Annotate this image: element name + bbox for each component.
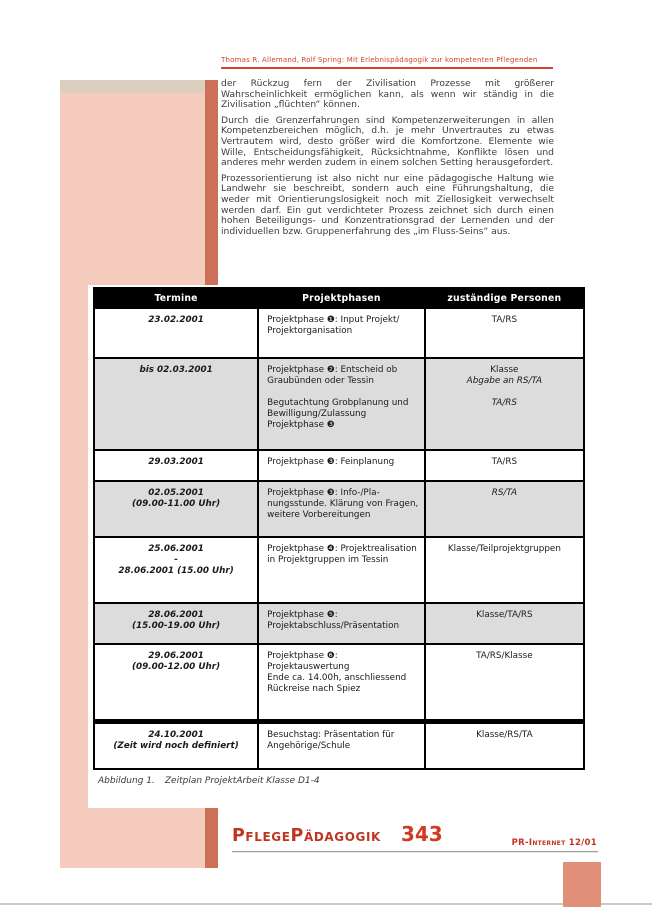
cell-line: Projektabschluss/Präsentation [267, 621, 400, 631]
running-header: Thomas R. Allemand, Rolf Spring: Mit Erlebnispädagogik zur kompetenten Pflegenden [221, 56, 553, 69]
table-cell [258, 537, 425, 603]
cell-line: (09.00-12.00 Uhr) [131, 662, 221, 672]
cell-line: Projektphase ❸: Feinplanung [267, 457, 395, 467]
cell-line: 29.03.2001 [148, 457, 204, 467]
cell-line: bis 02.03.2001 [139, 365, 213, 375]
cell-line: Abgabe an RS/TA [466, 376, 543, 386]
cell-line: Projektphase ❸ [267, 420, 335, 430]
cell-line: Projektphase ❻: [267, 651, 338, 661]
cell-line: 23.02.2001 [148, 315, 204, 325]
table-header-row [94, 288, 584, 308]
table-cell [94, 481, 258, 537]
table-row [94, 481, 584, 537]
page-number: 343 [400, 822, 443, 846]
page-bottom-edge-line [0, 903, 652, 905]
cell-line: - [174, 555, 178, 565]
issue-label: PR-Internet 12/01 [511, 838, 597, 848]
cell-line: in Projektgruppen im Tessin [267, 555, 389, 565]
cell-line: Klasse/Teilprojektgruppen [447, 544, 561, 554]
table-cell [94, 358, 258, 450]
salmon-corner-block [563, 862, 601, 907]
cell-line: 28.06.2001 (15.00 Uhr) [118, 566, 234, 576]
footer-rule [232, 851, 598, 853]
table-cell [258, 358, 425, 450]
table-cell [425, 308, 584, 358]
column-header-personen: zuständige Personen [425, 288, 584, 308]
table-row [94, 308, 584, 358]
table-cell [258, 481, 425, 537]
cell-line: TA/RS [491, 457, 518, 467]
footer-brand [232, 822, 443, 846]
table-cell [425, 644, 584, 721]
cell-line: 29.06.2001 [148, 651, 204, 661]
tan-top-band [60, 80, 205, 93]
cell-line: Graubünden oder Tessin [267, 376, 374, 386]
paragraph: Durch die Grenzerfahrungen sind Kompetenzerweiterungen in allen Kompetenzbereichen möglich, d.h. je mehr Unvertrautes zu etwas Vertrautem wird, desto größer wird die Komfortzone. Elemente wie Wille, Entscheidungsfähigkeit, Rücksichtnahme, Konflikte lösen und anderes mehr werden zudem in einem solchen Setting herausgefordert. [221, 114, 554, 169]
paragraph: Prozessorientierung ist also nicht nur eine pädagogische Haltung wie Landwehr sie beschreibt, sondern auch eine Führungshaltung, die weder mit Orientierungslosigkeit noch mit Ziellosigkeit verwechselt werden darf. Ein gut verdichteter Prozess zeichnet sich durch einen hohen Beteiligungs- und Konzentrationsgrad der Lernenden und der individuellen bzw. Gruppenerfahrung des „im Fluss-Seins“ aus. [221, 172, 554, 237]
caption-label: Abbildung 1. [98, 776, 155, 786]
cell-line: Besuchstag: Präsentation für [267, 729, 395, 740]
cell-line: TA/RS [491, 315, 518, 325]
cell-line: (Zeit wird noch definiert) [113, 740, 239, 751]
cell-line [267, 387, 420, 398]
cell-line: 02.05.2001 [148, 488, 204, 498]
journal-name: PflegePädagogik [232, 826, 381, 846]
cell-line: Projektauswertung [267, 662, 350, 672]
table-cell [94, 537, 258, 603]
table-cell [258, 644, 425, 721]
table-row [94, 537, 584, 603]
cell-line [430, 387, 579, 398]
cell-line: Projektorganisation [267, 326, 353, 336]
table-cell [258, 450, 425, 481]
cell-line: (09.00-11.00 Uhr) [131, 499, 221, 509]
table-cell [425, 603, 584, 644]
cell-line: nungsstunde. Klärung von Fragen, [267, 499, 419, 509]
table-cell [425, 481, 584, 537]
table-row [94, 450, 584, 481]
table-row [94, 721, 584, 769]
table-cell [425, 537, 584, 603]
cell-line: TA/RS/Klasse [476, 651, 533, 661]
cell-line: Projektphase ❺: [267, 610, 338, 620]
figure-caption [98, 776, 588, 786]
cell-line: 28.06.2001 [148, 610, 204, 620]
table-cell [258, 308, 425, 358]
cell-line: Bewilligung/Zulassung [267, 409, 367, 419]
cell-line: Klasse/TA/RS [476, 610, 533, 620]
table-cell [425, 721, 584, 769]
cell-line: TA/RS [491, 398, 517, 408]
cell-line: Projektphase ❷: Entscheid ob [267, 365, 398, 375]
table-cell [258, 603, 425, 644]
cell-line: Ende ca. 14.00h, anschliessend [267, 673, 407, 683]
table-cell [94, 308, 258, 358]
cell-line: Klasse [490, 365, 519, 375]
cell-line: RS/TA [491, 488, 517, 498]
caption-text: Zeitplan ProjektArbeit Klasse D1-4 [164, 776, 320, 786]
paragraph: der Rückzug fern der Zivilisation Prozesse mit größerer Wahrscheinlichkeit ermöglichen kann, als wenn wir ständig in die Zivilisation „flüchten“ können. [221, 78, 554, 111]
article-body [221, 79, 554, 237]
cell-line: Klasse/RS/TA [476, 729, 533, 740]
table-cell [94, 603, 258, 644]
table-cell [425, 358, 584, 450]
cell-line: Angehörige/Schule [267, 740, 351, 751]
cell-line: Projektphase ❹: Projektrealisation [267, 544, 417, 554]
project-timeline-table [93, 287, 585, 770]
timeline-table-body [94, 308, 584, 769]
table-cell [425, 450, 584, 481]
table-cell [94, 721, 258, 769]
table-cell [94, 450, 258, 481]
table-cell [94, 644, 258, 721]
column-header-termine: Termine [94, 288, 258, 308]
timeline-figure [88, 285, 588, 808]
cell-line: Projektphase ❸: Info-/Pla- [267, 488, 380, 498]
cell-line: 24.10.2001 [148, 729, 204, 740]
cell-line: Projektphase ❶: Input Projekt/ [267, 315, 400, 325]
cell-line: (15.00-19.00 Uhr) [131, 621, 221, 631]
cell-line: Begutachtung Grobplanung und [267, 398, 409, 408]
table-cell [258, 721, 425, 769]
cell-line: 25.06.2001 [148, 544, 204, 554]
cell-line: weitere Vorbereitungen [267, 510, 371, 520]
column-header-projektphasen: Projektphasen [258, 288, 425, 308]
table-row [94, 644, 584, 721]
cell-line: Rückreise nach Spiez [267, 684, 361, 694]
table-row [94, 603, 584, 644]
table-row [94, 358, 584, 450]
